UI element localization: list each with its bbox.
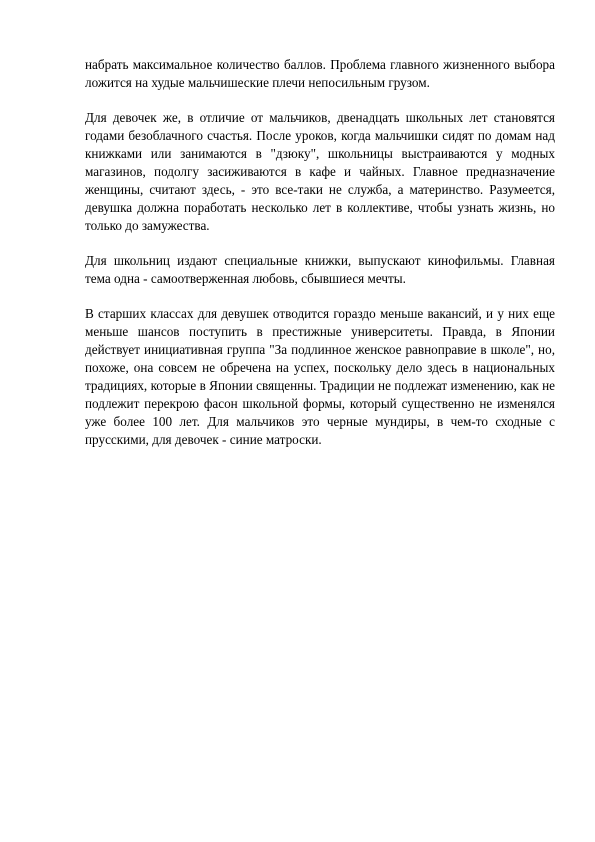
paragraph-1: набрать максимальное количество баллов. Проблема главного жизненного выбора ложится на худые мальчишеские плечи непосильным грузом. <box>85 57 555 90</box>
document-page <box>85 56 555 466</box>
paragraph-3: Для школьниц издают специальные книжки, выпускают кинофильмы. Главная тема одна - самоотверженная любовь, сбывшиеся мечты. <box>85 253 555 286</box>
paragraph-2: Для девочек же, в отличие от мальчиков, двенадцать школьных лет становятся годами безоблачного счастья. После уроков, когда мальчишки сидят по домам над книжками или занимаются в "дзюку", школьницы выстраиваются у модных магазинов, подолгу засиживаются в кафе и чайных. Главное предназначение женщины, считают здесь, - это все-таки не служба, а материнство. Разумеется, девушка должна поработать несколько лет в коллективе, чтобы узнать жизнь, но только до замужества. <box>85 110 555 233</box>
paragraph-4: В старших классах для девушек отводится гораздо меньше вакансий, и у них еще меньше шансов поступить в престижные университеты. Правда, в Японии действует инициативная группа "За подлинное женское равноправие в школе", но, похоже, она совсем не обречена на успех, поскольку дело здесь в национальных традициях, которые в Японии священны. Традиции не подлежат изменению, как не подлежит перекрою фасон школьной формы, который существенно не изменялся уже более 100 лет. Для мальчиков это черные мундиры, в чем-то сходные с прусскими, для девочек - синие матроски. <box>85 306 555 447</box>
